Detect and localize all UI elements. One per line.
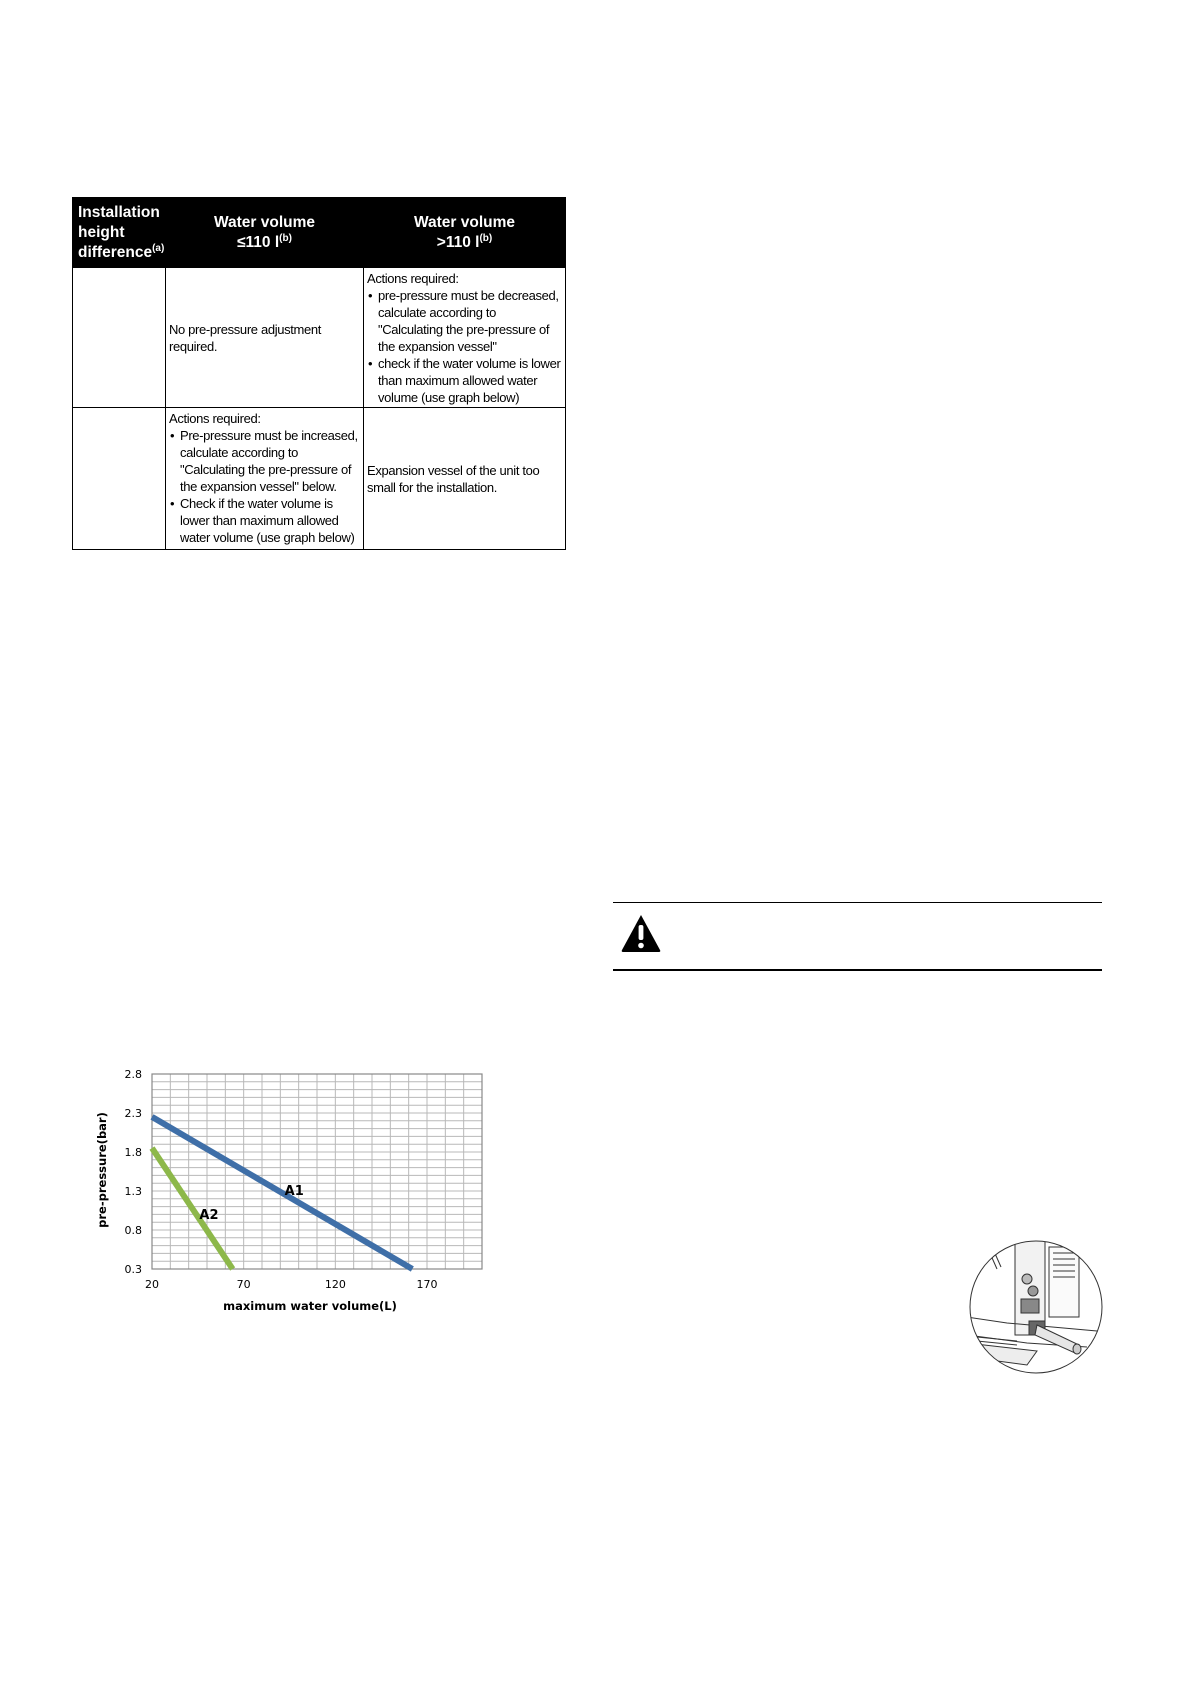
series-line-a1: [152, 1117, 412, 1269]
row2-gt-110-cell: Expansion vessel of the unit too small for the installation.: [364, 408, 566, 550]
series-label-a2: A2: [199, 1207, 219, 1223]
list-item: • check if the water volume is lower than maximum allowed water volume (use graph below): [367, 355, 562, 406]
header-installation-height: Installation height difference$^{(a)}$: [73, 198, 166, 268]
row2-le-110-cell: Actions required: • Pre-pressure must be increased, calculate according to "Calculating the pre-pressure of the expansion vessel" below. • Check if the water volume is lower than maximum allowed water volume (use graph below): [166, 408, 364, 550]
x-tick-label: 120: [324, 1278, 346, 1291]
y-tick-label: 0.3: [124, 1263, 142, 1276]
series-line-a2: [152, 1148, 233, 1269]
row1-le-110-cell: No pre-pressure adjustment required.: [166, 268, 364, 408]
y-tick-label: 0.8: [124, 1224, 142, 1237]
y-tick-label: 1.8: [124, 1146, 142, 1159]
pre-pressure-table: [72, 197, 566, 550]
x-tick-label: 170: [416, 1278, 438, 1291]
y-tick-label: 1.3: [124, 1185, 142, 1198]
warning-triangle-icon: [620, 913, 662, 953]
header-water-volume-le-110: Water volume ≤110 $l^{(b)}$: [166, 198, 364, 268]
series-label-a1: A1: [284, 1183, 304, 1199]
pre-pressure-chart: [85, 1040, 485, 1315]
table-row: [73, 408, 566, 550]
x-tick-label: 20: [145, 1278, 159, 1291]
row1-height-cell: [73, 268, 166, 408]
warning-bottom-rule: [613, 969, 1102, 971]
list-item: • pre-pressure must be decreased, calculate according to "Calculating the pre-pressure of the expansion vessel": [367, 287, 562, 355]
row2-height-cell: [73, 408, 166, 550]
list-item: • Check if the water volume is lower than maximum allowed water volume (use graph below): [169, 495, 360, 546]
table-header-row: [73, 198, 566, 268]
unit-piping-detail-illustration: [967, 1239, 1105, 1375]
y-tick-label: 2.8: [124, 1068, 142, 1081]
y-axis-label: pre-pressure(bar): [95, 1112, 109, 1228]
row1-gt-110-cell: Actions required: • pre-pressure must be decreased, calculate according to "Calculating the pre-pressure of the expansion vessel" • check if the water volume is lower than maximum allowed water volume (use graph below): [364, 268, 566, 408]
x-axis-label: maximum water volume(L): [223, 1299, 397, 1313]
list-item: • Pre-pressure must be increased, calculate according to "Calculating the pre-pressure of the expansion vessel" below.: [169, 427, 360, 495]
x-tick-label: 70: [236, 1278, 251, 1291]
table-row: [73, 268, 566, 408]
header-water-volume-gt-110: Water volume >110 $l^{(b)}$: [364, 198, 566, 268]
warning-top-rule: [613, 902, 1102, 903]
y-tick-label: 2.3: [124, 1107, 142, 1120]
